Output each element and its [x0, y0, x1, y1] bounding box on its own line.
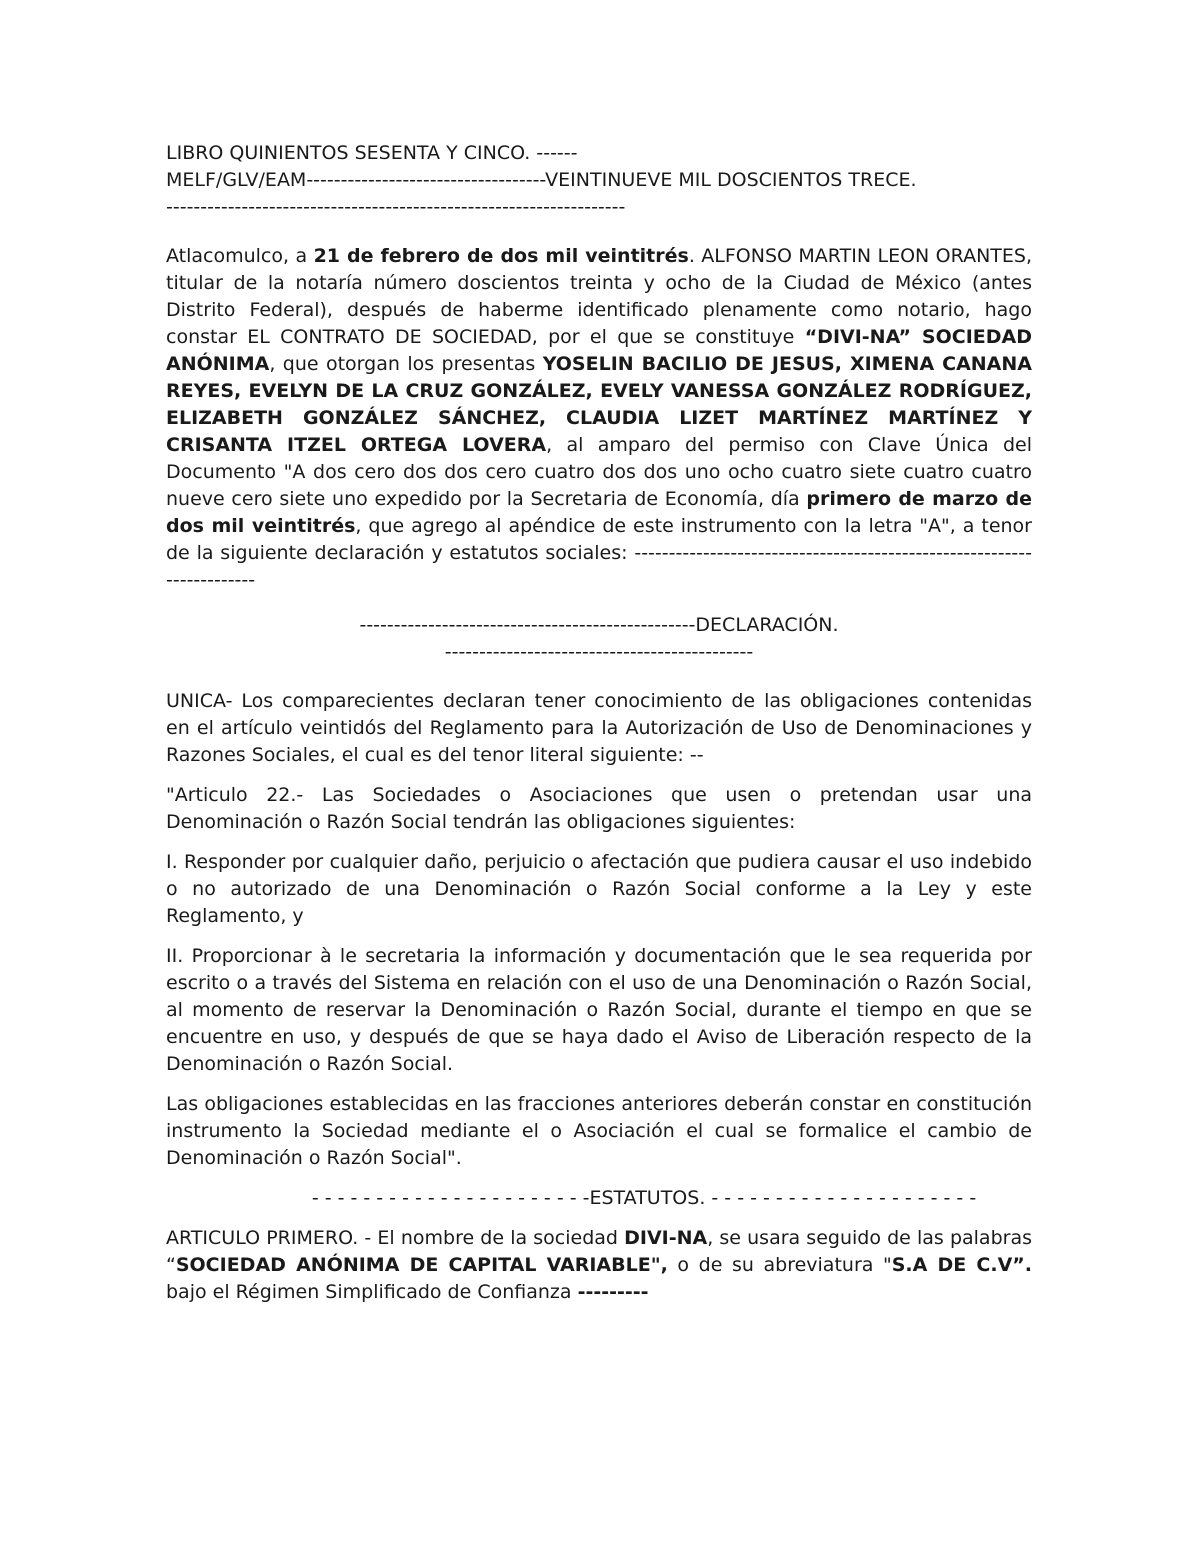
articulo-primero-company: DIVI-NA	[624, 1227, 708, 1249]
document-page	[166, 140, 1032, 1306]
company-name: “DIVI-NA” SOCIEDAD ANÓNIMA	[166, 326, 1032, 375]
articulo-primero-abbrev: S.A DE C.V”.	[891, 1254, 1032, 1276]
declaracion-dash-line: ---------------------------------------------	[444, 641, 754, 663]
articulo-primero-text-3: o de su abreviatura "	[667, 1254, 892, 1276]
intro-paragraph	[166, 243, 1032, 594]
shareholders-list: YOSELIN BACILIO DE JESUS, XIMENA CANANA REYES, EVELYN DE LA CRUZ GONZÁLEZ, EVELY VANESSA GONZÁLEZ RODRÍGUEZ, ELIZABETH GONZÁLEZ SÁNCHEZ, CLAUDIA LIZET MARTÍNEZ MARTÍNEZ Y CRISANTA ITZEL ORTEGA LOVERA	[166, 353, 1032, 456]
intro-text-1: Atlacomulco, a	[166, 245, 314, 267]
header-book-line: LIBRO QUINIENTOS SESENTA Y CINCO. ------	[166, 142, 578, 164]
intro-text-4: , al amparo del permiso con Clave Única del Documento "A dos cero dos dos cero cuatro dos dos uno ocho cuatro siete cuatro cuatro nueve cero siete uno expedido por la Secretaria de Economía, día	[166, 434, 1032, 510]
articulo-primero-text-2: , se usara seguido de las palabras “	[166, 1227, 1032, 1276]
intro-text-5: , que agrego al apéndice de este instrumento con la letra "A", a tenor de la siguiente declaración y estatutos sociales: -----------------------------------------------------------------------	[166, 515, 1032, 591]
header-dash-line: -------------------------------------------------------------------	[166, 196, 626, 218]
header-reference-line: MELF/GLV/EAM-----------------------------------VEINTINUEVE MIL DOSCIENTOS TRECE.	[166, 169, 917, 191]
obligaciones-paragraph: Las obligaciones establecidas en las fracciones anteriores deberán constar en constitución instrumento la Sociedad mediante el o Asociación el cual se formalice el cambio de Denominación o Razón Social".	[166, 1093, 1032, 1169]
articulo-primero-paragraph	[166, 1225, 1032, 1306]
intro-text-3: , que otorgan los presentas	[269, 353, 543, 375]
articulo-22-paragraph: "Articulo 22.- Las Sociedades o Asociaciones que usen o pretendan usar una Denominación o Razón Social tendrán las obligaciones siguientes:	[166, 784, 1032, 833]
fraccion-2-paragraph: II. Proporcionar à le secretaria la información y documentación que le sea requerida por escrito o a través del Sistema en relación con el uso de una Denominación o Razón Social, al momento de reservar la Denominación o Razón Social, durante el tiempo en que se encuentre en uso, y después de que se haya dado el Aviso de Liberación respecto de la Denominación o Razón Social.	[166, 945, 1032, 1075]
intro-date: 21 de febrero de dos mil veintitrés	[313, 245, 689, 267]
declaracion-heading: -------------------------------------------------DECLARACIÓN.	[359, 614, 839, 636]
articulo-primero-text-1: ARTICULO PRIMERO. - El nombre de la sociedad	[166, 1227, 625, 1249]
fraccion-1-paragraph: I. Responder por cualquier daño, perjuicio o afectación que pudiera causar el uso indebido o no autorizado de una Denominación o Razón Social conforme a la Ley y este Reglamento, y	[166, 851, 1032, 927]
articulo-primero-dashes: ---------	[577, 1281, 649, 1303]
intro-text-2: . ALFONSO MARTIN LEON ORANTES, titular de la notaría número doscientos treinta y ocho de la Ciudad de México (antes Distrito Federal), después de haberme identificado plenamente como notario, hago constar EL CONTRATO DE SOCIEDAD, por el que se constituye	[166, 245, 1032, 348]
articulo-primero-text-4: bajo el Régimen Simplificado de Confianza	[166, 1281, 578, 1303]
estatutos-heading: - - - - - - - - - - - - - - - - - - - - - -ESTATUTOS. - - - - - - - - - - - - - - - - - - - - -	[311, 1187, 977, 1209]
permit-date: primero de marzo de dos mil veintitrés	[166, 488, 1032, 537]
articulo-primero-type: SOCIEDAD ANÓNIMA DE CAPITAL VARIABLE",	[175, 1254, 668, 1276]
unica-paragraph: UNICA- Los comparecientes declaran tener conocimiento de las obligaciones contenidas en el artículo veintidós del Reglamento para la Autorización de Uso de Denominaciones y Razones Sociales, el cual es del tenor literal siguiente: --	[166, 690, 1032, 766]
